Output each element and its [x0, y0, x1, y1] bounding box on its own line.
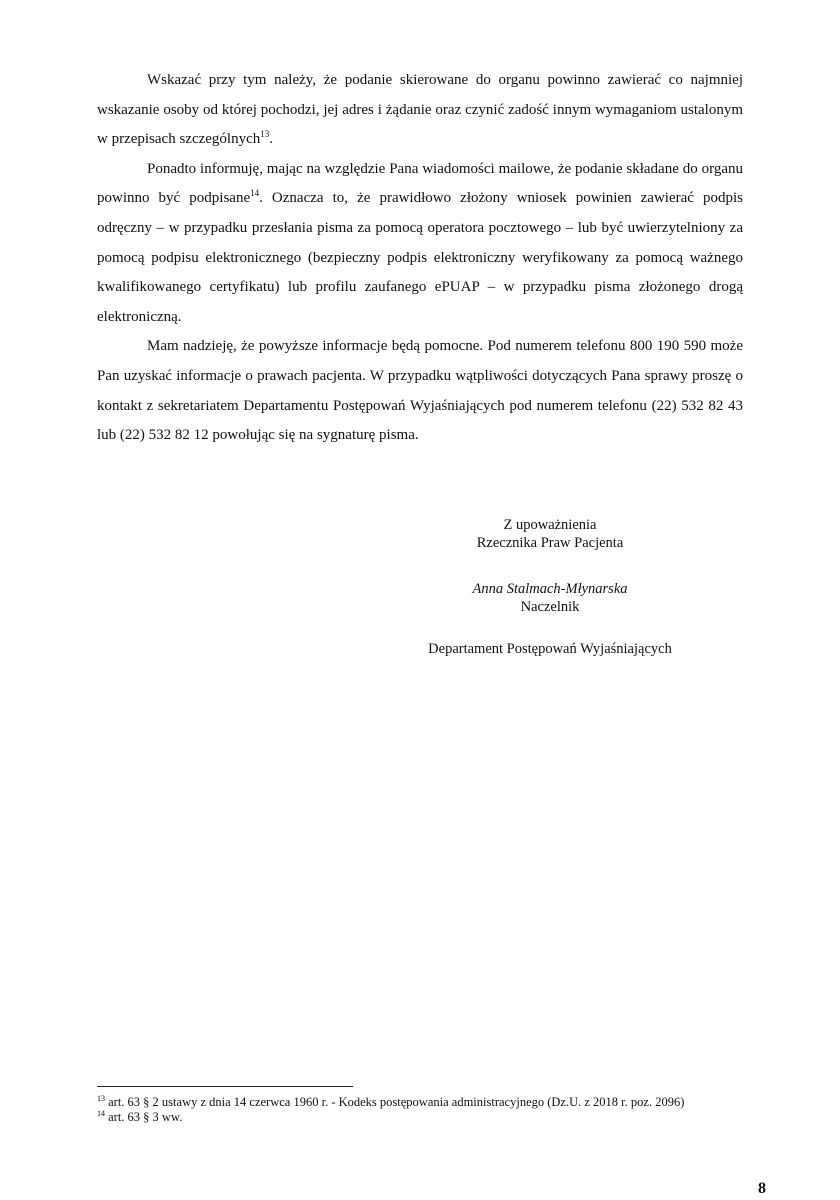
footnote-ref-14: 14	[250, 188, 260, 199]
paragraph-2-text: Ponadto informuję, mając na względzie Pana wiadomości mailowe, że podanie składane do organu powinno być podpisane	[97, 160, 743, 207]
footnote-ref-13: 13	[260, 129, 270, 140]
paragraph-2-continuation: . Oznacza to, że prawidłowo złożony wniosek powinien zawierać podpis odręczny – w przypadku przesłania pisma za pomocą operatora pocztowego – lub być uwierzytelniony za pomocą podpisu elektronicznego (bezpieczny podpis elektroniczny weryfikowany za pomocą ważnego kwalifikowanego certyfikatu) lub profilu zaufanego ePUAP – w przypadku pisma złożonego drogą elektroniczną.	[97, 190, 743, 325]
letter-body	[97, 66, 743, 451]
footnote-13-number: 13	[97, 1093, 105, 1103]
footnote-13-text: art. 63 § 2 ustawy z dnia 14 czerwca 1960 r. - Kodeks postępowania administracyjnego (Dz.U. z 2018 r. poz. 2096)	[105, 1095, 685, 1109]
paragraph-3: Mam nadzieję, że powyższe informacje będą pomocne. Pod numerem telefonu 800 190 590 może Pan uzyskać informacje o prawach pacjenta. W przypadku wątpliwości dotyczących Pana sprawy proszę o kontakt z sekretariatem Departamentu Postępowań Wyjaśniających pod numerem telefonu (22) 532 82 43 lub (22) 532 82 12 powołując się na sygnaturę pisma.	[97, 338, 743, 444]
footnotes	[97, 1095, 747, 1125]
paragraph-1-text: Wskazać przy tym należy, że podanie skierowane do organu powinno zawierać co najmniej wskazanie osoby od której pochodzi, jej adres i żądanie oraz czynić zadość innym wymaganiom ustalonym w przepisach szczególnych	[97, 72, 743, 148]
signatory-department: Departament Postępowań Wyjaśniających	[428, 641, 672, 657]
paragraph-1-end: .	[269, 131, 274, 148]
signature-office: Rzecznika Praw Pacjenta	[476, 535, 624, 551]
footnote-separator	[97, 1086, 353, 1087]
signatory-title: Naczelnik	[520, 599, 580, 615]
footnote-14-number: 14	[97, 1108, 105, 1118]
paragraph-2	[97, 155, 743, 333]
paragraph-1	[97, 66, 743, 155]
footnote-14-text: art. 63 § 3 ww.	[105, 1110, 183, 1124]
footnote-13	[97, 1095, 747, 1110]
page-number: 8	[758, 1180, 766, 1197]
footnote-14	[97, 1110, 747, 1125]
signatory-name: Anna Stalmach-Młynarska	[472, 581, 628, 597]
signature-block	[360, 516, 740, 658]
signature-authorization: Z upoważnienia	[503, 517, 597, 533]
